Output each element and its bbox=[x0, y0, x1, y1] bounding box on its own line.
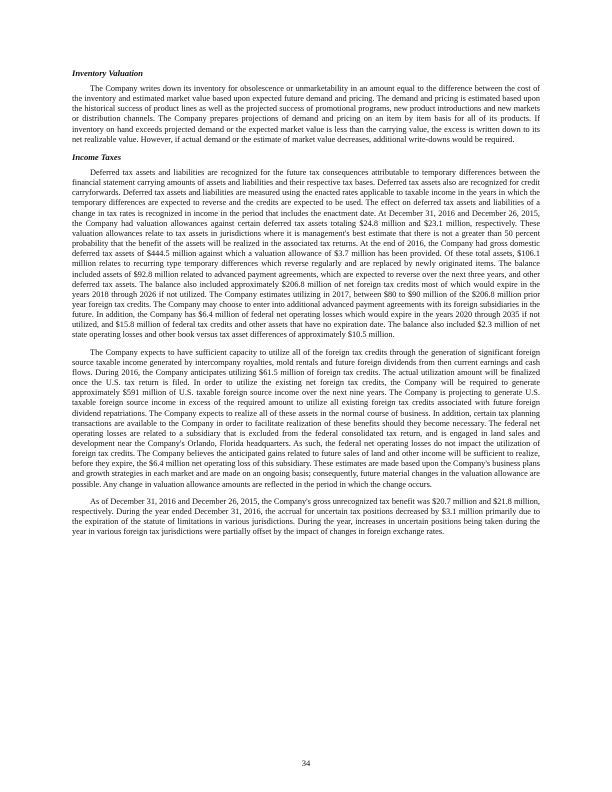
section-heading: Income Taxes bbox=[72, 151, 122, 162]
section-heading: Inventory Valuation bbox=[72, 68, 143, 78]
paragraph: The Company writes down its inventory for obsolescence or unmarketability in an amount equal to the difference between the cost of the inventory and estimated market value based upon expected future demand and pricing. The demand and pricing is estimated based upon the historical success of product lines as well as the projected success of promotional programs, new product introductions and new markets or distribution channels. The Company prepares projections of demand and pricing on an item by item basis for all of its products. If inventory on hand exceeds projected demand or the expected market value is less than the carrying value, the excess is written down to its net realizable value. However, if actual demand or the estimate of market value decreases, additional write-downs would be required. bbox=[72, 84, 540, 144]
document-page bbox=[72, 68, 540, 544]
section-income-taxes bbox=[72, 152, 540, 537]
paragraph: As of December 31, 2016 and December 26, 2015, the Company's gross unrecognized tax benefit was $20.7 million and $21.8 million, respectively. During the year ended December 31, 2016, the accrual for uncertain tax positions decreased by $3.1 million primarily due to the expiration of the statute of limitations in various jurisdictions. During the year, increases in uncertain positions being taken during the year in various foreign tax jurisdictions were partially offset by the impact of changes in foreign exchange rates. bbox=[72, 496, 540, 537]
section-inventory-valuation bbox=[72, 68, 540, 145]
paragraph: The Company expects to have sufficient capacity to utilize all of the foreign tax credits through the generation of significant foreign source taxable income generated by intercompany royalties, mold rentals and future foreign dividends from then current earnings and cash flows. During 2016, the Company anticipates utilizing $61.5 million of foreign tax credits. The actual utilization amount will be finalized once the U.S. tax return is filed. In order to utilize the existing net foreign tax credits, the Company will be required to generate approximately $591 million of U.S. taxable foreign source income over the next nine years. The Company is projecting to generate U.S. taxable foreign source income in excess of the required amount to utilize all existing foreign tax credits associated with future foreign dividend repatriations. The Company expects to realize all of these assets in the normal course of business. In addition, certain tax planning transactions are available to the Company in order to facilitate realization of these benefits should they become necessary. The federal net operating losses are related to a subsidiary that is excluded from the federal consolidated tax return, and is engaged in land sales and development near the Company's Orlando, Florida headquarters. As such, the federal net operating losses do not impact the utilization of foreign tax credits. The Company believes the anticipated gains related to future sales of land and other income will be sufficient to realize, before they expire, the $6.4 million net operating loss of this subsidiary. These estimates are made based upon the Company's business plans and growth strategies in each market and are made on an ongoing basis; consequently, future material changes in the valuation allowance are possible. Any change in valuation allowance amounts are reflected in the period in which the change occurs. bbox=[72, 347, 540, 489]
paragraph: Deferred tax assets and liabilities are recognized for the future tax consequences attributable to temporary differences between the financial statement carrying amounts of assets and liabilities and their respective tax bases. Deferred tax assets also are recognized for credit carryforwards. Deferred tax assets and liabilities are measured using the enacted rates applicable to taxable income in the years in which the temporary differences are expected to reverse and the credits are expected to be used. The effect on deferred tax assets and liabilities of a change in tax rates is recognized in income in the period that includes the enactment date. At December 31, 2016 and December 26, 2015, the Company had valuation allowances against certain deferred tax assets totaling $24.8 million and $23.1 million, respectively. These valuation allowances relate to tax assets in jurisdictions where it is management's best estimate that there is not a greater than 50 percent probability that the benefit of the assets will be realized in the associated tax returns. At the end of 2016, the Company had gross domestic deferred tax assets of $444.5 million against which a valuation allowance of $3.7 million has been provided. Of these total assets, $106.1 million relates to recurring type temporary differences which reverse regularly and are replaced by newly originated items. The balance included assets of $92.8 million related to advanced payment agreements, which are expected to reverse over the next three years, and other deferred tax assets. The balance also included approximately $206.8 million of net foreign tax credits most of which would expire in the years 2018 through 2026 if not utilized. The Company estimates utilizing in 2017, between $80 to $90 million of the $206.8 million prior year foreign tax credits. The Company may choose to enter into additional advanced payment agreements with its foreign subsidiaries in the future. In addition, the Company has $6.4 million of federal net operating losses which would expire in the years 2020 through 2035 if not utilized, and $15.8 million of federal tax credits and other assets that have no expiration date. The balance also included $2.3 million of net state operating losses and other book versus tax asset differences of approximately $10.5 million. bbox=[72, 167, 540, 340]
page-number: 34 bbox=[301, 758, 311, 768]
